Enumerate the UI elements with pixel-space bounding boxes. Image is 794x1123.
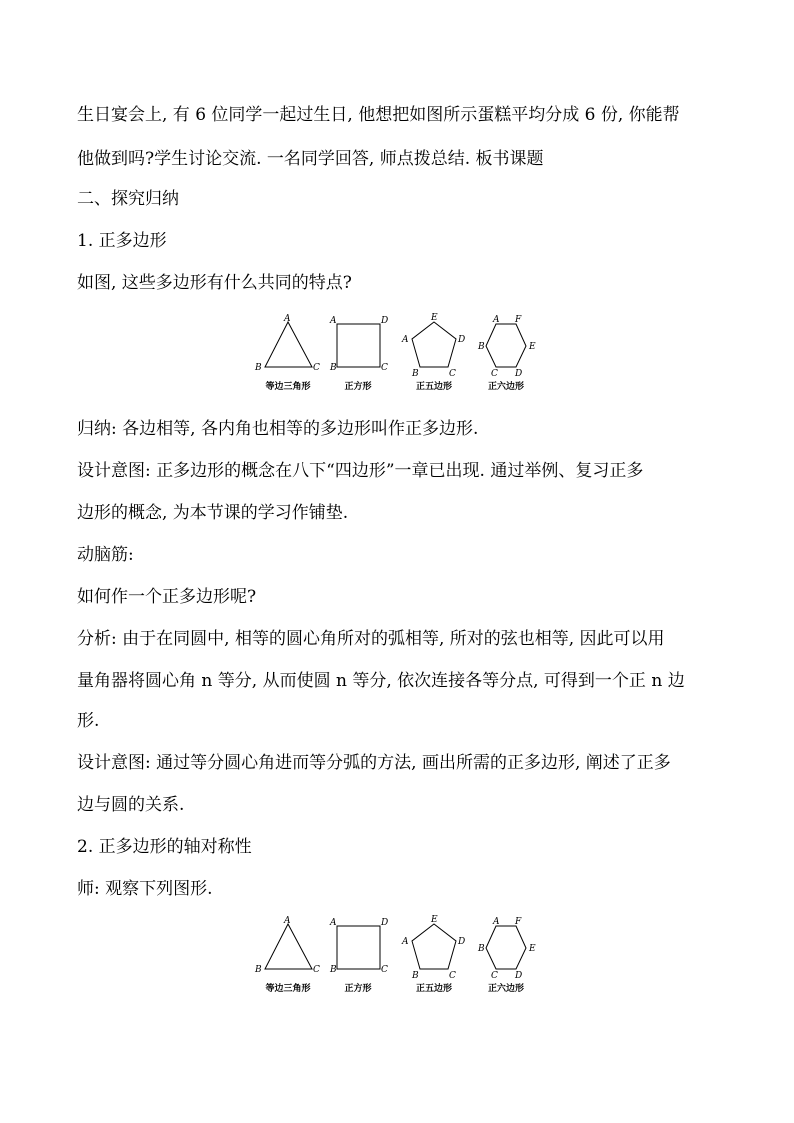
paragraph: 设计意图: 正多边形的概念在八下“四边形”一章已出现. 通过举例、复习正多 [77,461,644,481]
figure-caption: 正五边形 [415,984,453,994]
figure-caption: 正方形 [344,382,372,392]
paragraph: 动脑筋: [77,545,134,565]
vertex-label: B [412,971,419,981]
paragraph: 边形的概念, 为本节课的学习作铺垫. [77,503,349,523]
vertex-label: A [284,314,291,324]
polygon-figure-svg [250,914,550,996]
paragraph: 形. [77,711,100,731]
vertex-label: F [515,315,522,325]
figure-caption: 正方形 [344,984,372,994]
paragraph: 分析: 由于在同圆中, 相等的圆心角所对的弧相等, 所对的弦也相等, 因此可以用 [77,629,665,649]
figure-caption: 等边三角形 [265,382,311,392]
vertex-label: B [330,965,337,975]
vertex-label: B [478,944,485,954]
vertex-label: D [458,335,466,345]
vertex-label: A [402,335,409,345]
paragraph: 他做到吗?学生讨论交流. 一名同学回答, 师点拨总结. 板书课题 [77,149,544,169]
vertex-label: E [529,944,536,954]
subsection-heading: 2. 正多边形的轴对称性 [77,837,252,857]
vertex-label: F [515,917,522,927]
paragraph: 如图, 这些多边形有什么共同的特点? [77,273,352,293]
vertex-label: C [449,971,456,981]
vertex-label: D [458,937,466,947]
vertex-label: D [515,369,523,379]
vertex-label: B [255,363,262,373]
hexagon-shape [486,926,526,969]
vertex-label: B [330,363,337,373]
vertex-label: D [381,316,389,326]
square-shape [337,324,380,367]
triangle-shape [265,322,312,367]
polygon-figure-1 [250,312,550,394]
pentagon-shape [412,322,456,367]
vertex-label: D [381,918,389,928]
paragraph: 边与圆的关系. [77,795,185,815]
figure-caption: 正六边形 [487,382,525,392]
vertex-label: C [449,369,456,379]
vertex-label: E [431,313,438,323]
paragraph: 归纳: 各边相等, 各内角也相等的多边形叫作正多边形. [77,419,479,439]
pentagon-shape [412,924,456,969]
polygon-figure-2 [250,914,550,996]
vertex-label: B [412,369,419,379]
vertex-label: E [431,915,438,925]
vertex-label: A [330,316,337,326]
vertex-label: A [330,918,337,928]
vertex-label: B [255,965,262,975]
vertex-label: B [478,342,485,352]
subsection-heading: 1. 正多边形 [77,231,167,251]
polygon-figure-svg [250,312,550,394]
vertex-label: C [313,965,320,975]
vertex-label: A [402,937,409,947]
vertex-label: A [493,917,500,927]
paragraph: 设计意图: 通过等分圆心角进而等分弧的方法, 画出所需的正多边形, 阐述了正多 [77,753,671,773]
section-heading: 二、探究归纳 [77,189,179,209]
triangle-shape [265,924,312,969]
vertex-label: C [491,369,498,379]
paragraph: 如何作一个正多边形呢? [77,587,257,607]
figure-caption: 正六边形 [487,984,525,994]
vertex-label: A [493,315,500,325]
figure-caption: 等边三角形 [265,984,311,994]
paragraph: 师: 观察下列图形. [77,879,213,899]
paragraph: 生日宴会上, 有 6 位同学一起过生日, 他想把如图所示蛋糕平均分成 6 份, 你能帮 [77,105,680,125]
vertex-label: C [381,965,388,975]
hexagon-shape [486,324,526,367]
vertex-label: C [381,363,388,373]
vertex-label: A [284,916,291,926]
vertex-label: C [313,363,320,373]
vertex-label: D [515,971,523,981]
figure-caption: 正五边形 [415,382,453,392]
paragraph: 量角器将圆心角 n 等分, 从而使圆 n 等分, 依次连接各等分点, 可得到一个正 n 边 [77,671,685,691]
vertex-label: C [491,971,498,981]
square-shape [337,926,380,969]
vertex-label: E [529,342,536,352]
